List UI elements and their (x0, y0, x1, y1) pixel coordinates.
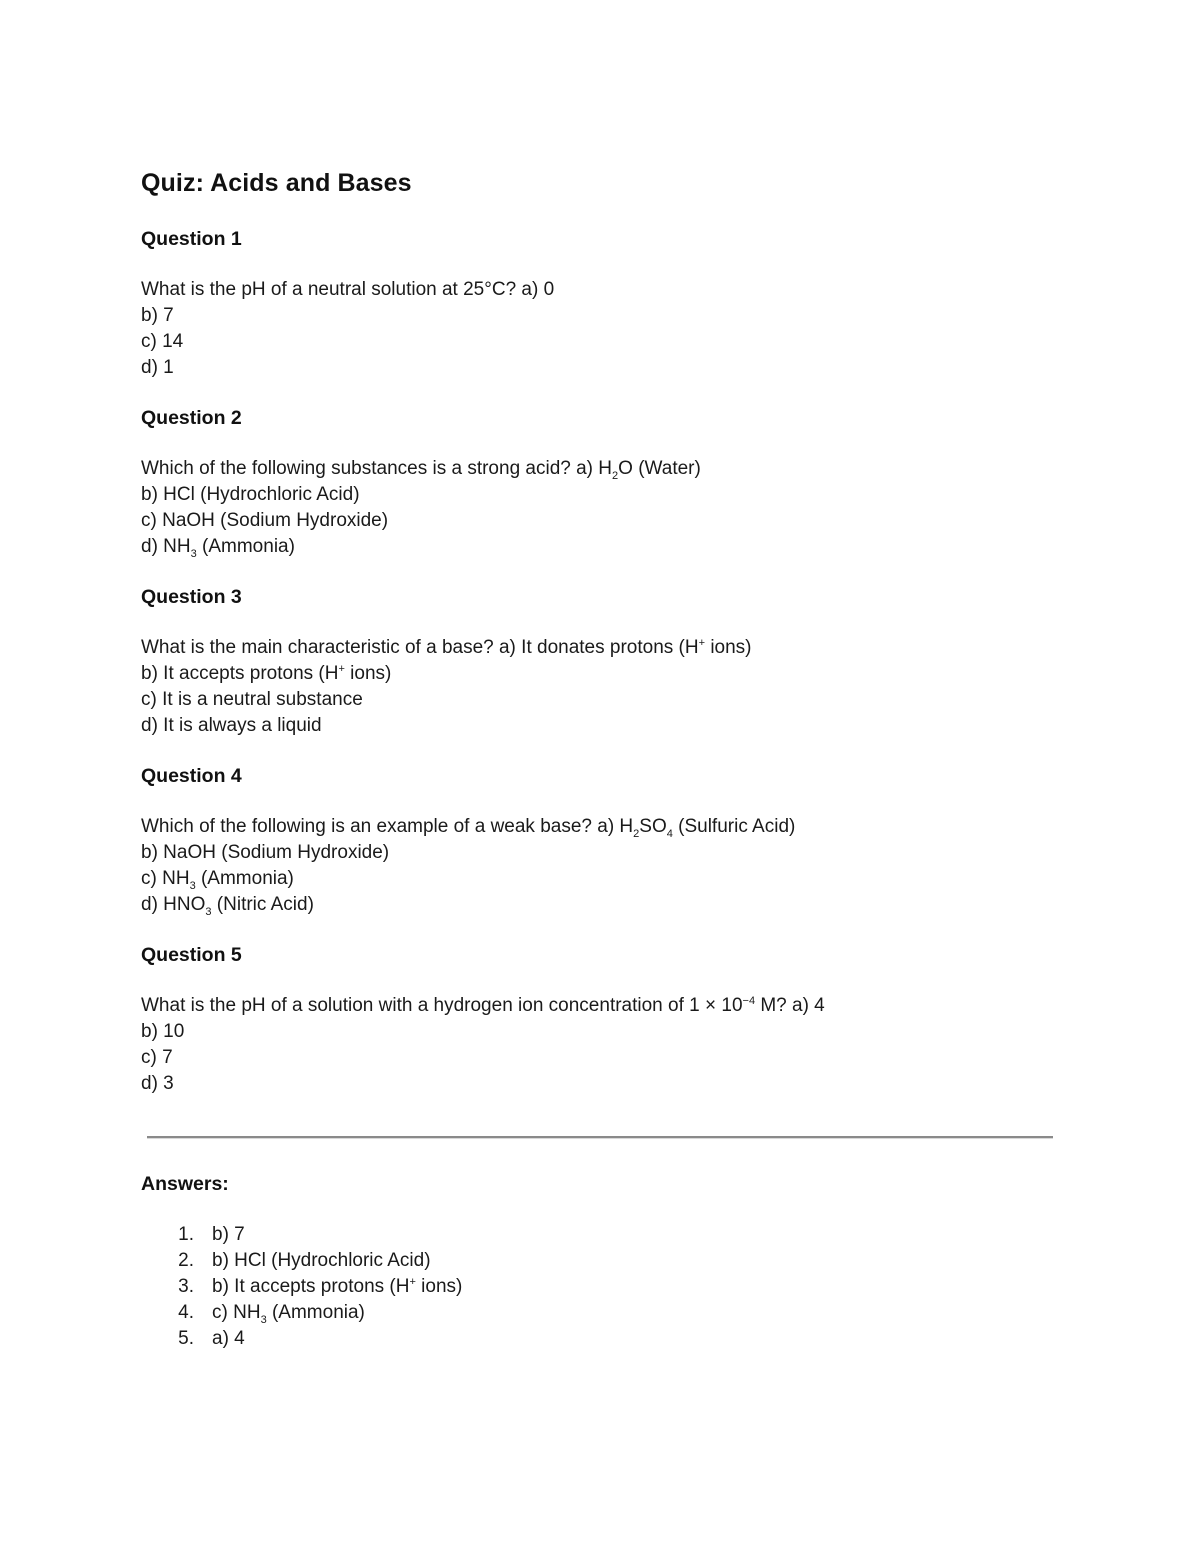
option-b: b) HCl (Hydrochloric Acid) (141, 484, 360, 505)
question-4 (141, 763, 795, 918)
option-c: c) 14 (141, 331, 184, 352)
answer-text (212, 1274, 462, 1300)
answer-text-part: (Ammonia) (266, 1302, 365, 1323)
answer-text: b) HCl (Hydrochloric Acid) (212, 1250, 431, 1271)
list-item (141, 1222, 462, 1248)
list-number: 4. (178, 1302, 194, 1323)
horizontal-divider (147, 1136, 1053, 1139)
question-3 (141, 584, 752, 739)
question-prompt (141, 814, 795, 840)
option-text: c) NH (141, 868, 190, 889)
prompt-text: (Sulfuric Acid) (672, 816, 796, 837)
question-prompt (141, 993, 825, 1019)
question-prompt (141, 456, 701, 482)
superscript: + (409, 1276, 416, 1288)
option-c: c) NaOH (Sodium Hydroxide) (141, 510, 389, 531)
question-prompt (141, 635, 752, 661)
answer-text (212, 1300, 365, 1326)
prompt-text: Which of the following substances is a strong acid? a) H (141, 458, 613, 479)
prompt-text: M? a) 4 (755, 995, 825, 1016)
question-heading: Question 1 (141, 228, 242, 250)
superscript: −4 (742, 995, 756, 1007)
question-heading: Question 3 (141, 586, 242, 608)
question-heading: Question 2 (141, 407, 242, 429)
option-c (141, 866, 795, 892)
subscript: 2 (612, 470, 619, 482)
option-d (141, 534, 701, 560)
list-number: 3. (178, 1276, 194, 1297)
option-text: (Nitric Acid) (211, 894, 314, 915)
option-text: (Ammonia) (195, 868, 294, 889)
option-b: b) NaOH (Sodium Hydroxide) (141, 842, 390, 863)
question-2 (141, 405, 701, 560)
question-1 (141, 226, 554, 381)
option-d: d) It is always a liquid (141, 715, 322, 736)
question-5 (141, 942, 825, 1097)
subscript: 2 (633, 828, 640, 840)
subscript: 3 (260, 1314, 267, 1326)
answer-text-part: ions) (415, 1276, 463, 1297)
option-d: d) 1 (141, 357, 174, 378)
option-text: d) HNO (141, 894, 206, 915)
option-b: b) 10 (141, 1021, 185, 1042)
option-c: c) It is a neutral substance (141, 689, 363, 710)
question-prompt: What is the pH of a neutral solution at 25°C? a) 0 (141, 279, 555, 300)
answer-text: b) 7 (212, 1224, 245, 1245)
option-text: (Ammonia) (196, 536, 295, 557)
list-item (141, 1248, 462, 1274)
list-item (141, 1300, 462, 1326)
prompt-text: ions) (705, 637, 752, 658)
list-number: 1. (178, 1224, 194, 1245)
answers-heading: Answers: (141, 1173, 229, 1195)
subscript: 3 (190, 548, 197, 560)
option-d (141, 892, 795, 918)
option-c: c) 7 (141, 1047, 173, 1068)
subscript: 3 (205, 906, 212, 918)
prompt-text: Which of the following is an example of a weak base? a) H (141, 816, 634, 837)
list-item (141, 1326, 462, 1352)
prompt-text: SO (639, 816, 667, 837)
answer-list (141, 1222, 462, 1352)
option-d: d) 3 (141, 1073, 174, 1094)
answer-text: a) 4 (212, 1328, 245, 1349)
option-text: d) NH (141, 536, 191, 557)
answer-text-part: b) It accepts protons (H (212, 1276, 410, 1297)
option-text: b) It accepts protons (H (141, 663, 339, 684)
option-b: b) 7 (141, 305, 174, 326)
list-number: 5. (178, 1328, 194, 1349)
superscript: + (698, 637, 706, 649)
list-item (141, 1274, 462, 1300)
prompt-text: What is the main characteristic of a base? a) It donates protons (H (141, 637, 699, 658)
answers-section (141, 1171, 462, 1352)
question-heading: Question 4 (141, 765, 242, 787)
list-number: 2. (178, 1250, 194, 1271)
option-b (141, 661, 752, 687)
prompt-text: What is the pH of a solution with a hydrogen ion concentration of 1 × 10 (141, 995, 743, 1016)
page-title: Quiz: Acids and Bases (141, 169, 412, 197)
subscript: 3 (189, 880, 196, 892)
superscript: + (338, 663, 345, 675)
question-heading: Question 5 (141, 944, 242, 966)
answer-text-part: c) NH (212, 1302, 261, 1323)
prompt-text: O (Water) (618, 458, 701, 479)
subscript: 4 (666, 828, 673, 840)
option-text: ions) (344, 663, 392, 684)
